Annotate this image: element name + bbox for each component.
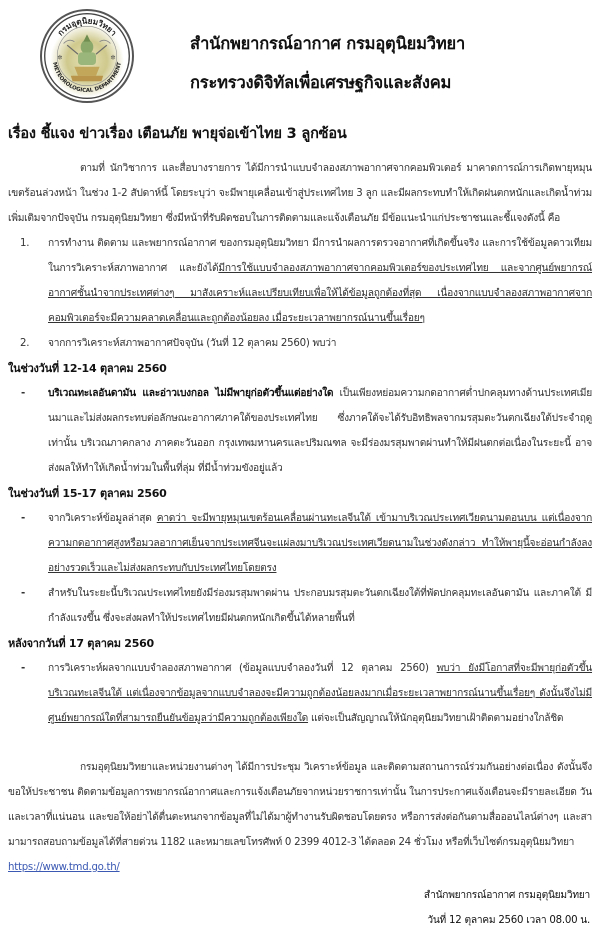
bullet-text: การวิเคราะห์ผลจากแบบจำลองสภาพอากาศ (ข้อมูลแบบจำลองวันที่ 12 ตุลาคม 2560)	[48, 663, 437, 674]
bullet-tail-text: แต่จะเป็นสัญญาณให้นักอุตุนิยมวิทยาเฝ้าติดตามอย่างใกล้ชิด	[308, 713, 564, 724]
website-link[interactable]: https://www.tmd.go.th/	[8, 862, 120, 873]
tmd-seal-icon	[40, 9, 134, 103]
bullet-item	[8, 656, 592, 731]
bullet-underlined-text: พบว่า ยังมีโอกาสที่จะมีพายุก่อตัวขึ้นบริเวณทะเลจีนใต้ แต่เนื่องจากข้อมูลจากแบบจำลองจะมีความถูกต้องน้อยลงมากเมื่อระยะเวลาพยากรณ์นานขึ้นเรื่อยๆ ดังนั้นจึงไม่มีศูนย์พยากรณ์ใดที่สามารถยืนยันข้อมูลว่ามีความถูกต้องเพียงใด	[48, 663, 593, 724]
document-body	[8, 156, 592, 933]
ministry-name: กระทรวงดิจิทัลเพื่อเศรษฐกิจและสังคม	[190, 73, 452, 92]
intro-paragraph: ตามที่ นักวิชาการ และสื่อบางรายการ ได้มีการนำแบบจำลองสภาพอากาศจากคอมพิวเตอร์ มาคาดการณ์การเกิดพายุหมุนเขตร้อนล่วงหน้า ในช่วง 1-2 สัปดาห์นี้ โดยระบุว่า จะมีพายุเคลื่อนเข้าสู่ประเทศไทย 3 ลูก และมีผลกระทบทำให้เกิดฝนตกหนักและเกิดน้ำท่วมเพิ่มเติมจากปัจจุบัน กรมอุตุนิยมวิทยา ซึ่งมีหน้าที่รับผิดชอบในการติดตามและแจ้งเตือนภัย มีข้อแนะนำแก่ประชาชนและชี้แจงดังนี้ คือ	[8, 163, 592, 224]
letterhead	[0, 0, 600, 110]
item-text: การทำงาน ติดตาม และพยากรณ์อากาศ ของกรมอุตุนิยมวิทยา มีการนำผลการตรวจอากาศที่เกิดขึ้นจริง และการใช้ข้อมูลดาวเทียมในการวิเคราะห์สภาพอากาศ และยังได้	[48, 238, 592, 274]
closing-paragraph: กรมอุตุนิยมวิทยาและหน่วยงานต่างๆ ได้มีการประชุม วิเคราะห์ข้อมูล และติดตามสถานการณ์ร่วมกันอย่างต่อเนื่อง ดังนั้นจึงขอให้ประชาชน ติดตามข้อมูลการพยากรณ์อากาศและการแจ้งเตือนภัยจากหน่วยราชการเท่านั้น ในการประกาศแจ้งเตือนจะมีรายละเอียด วันและเวลาที่แน่นอน และขอให้อย่าได้ตื่นตะหนกจากข้อมูลที่ไม่ได้มาผู้ทำงานรับผิดชอบโดยตรง หรือการส่งต่อกันตามสื่อออนไลน์ต่างๆ และสามามารถสอบถามข้อมูลได้ที่สายด่วน 1182 และหมายเลขโทรศัพท์ 0 2399 4012-3 ได้ตลอด 24 ชั่วโมง หรือที่เว็บไซต์กรมอุตุนิยมวิทยา	[8, 762, 592, 848]
bullet-dash: -	[21, 663, 25, 674]
bullet-dash: -	[21, 388, 25, 399]
period-title-after-17: หลังจากวันที่ 17 ตุลาคม 2560	[8, 637, 154, 650]
item-text: จากการวิเคราะห์สภาพอากาศปัจจุบัน (วันที่ 12 ตุลาคม 2560) พบว่า	[48, 338, 337, 349]
period-title-15-17: ในช่วงวันที่ 15-17 ตุลาคม 2560	[8, 487, 167, 500]
spacer	[8, 731, 592, 755]
item-number: 1.	[20, 238, 30, 249]
item-underlined-text: มีการใช้แบบจำลองสภาพอากาศจากคอมพิวเตอร์ของประเทศไทย และจากศูนย์พยากรณ์อากาศชั้นนำจากประเทศต่างๆ มาสังเคราะห์และเปรียบเทียบเพื่อให้ได้ข้อมูลถูกต้องที่สุด เนื่องจากแบบจำลองสภาพอากาศจากคอมพิวเตอร์จะมีความคลาดเคลื่อนและถูกต้องน้อยลง เมื่อระยะเวลาพยากรณ์นานขึ้นเรื่อยๆ	[48, 263, 592, 324]
bullet-text: เป็นเพียงหย่อมความกดอากาศต่ำปกคลุมทางด้านประเทศเมียนมาและไม่ส่งผลกระทบต่อลักษณะอากาศภาคใต้ของประเทศไทย ซึ่งภาคใต้จะได้รับอิทธิพลจากมรสุมตะวันตกเฉียงใต้ประจำฤดูเท่านั้น บริเวณภาคกลาง ภาคตะวันออก กรุงเทพมหานครและปริมณฑล จะมีร่องมรสุมพาดผ่านทำให้มีฝนตกต่อเนื่องในระยะนี้ อาจส่งผลให้ทำให้เกิดน้ำท่วมในพื้นที่ลุ่ม ที่มีน้ำท่วมขังอยู่แล้ว	[48, 388, 592, 474]
bullet-item	[8, 581, 592, 631]
bullet-text: จากวิเคราะห์ข้อมูลล่าสุด	[48, 513, 157, 524]
svg-text:✲: ✲	[110, 54, 116, 62]
website-link-line	[8, 855, 592, 880]
numbered-item-1	[8, 231, 592, 331]
numbered-item-2	[8, 331, 592, 356]
bullet-text: สำหรับในระยะนี้บริเวณประเทศไทยยังมีร่องมรสุมพาดผ่าน ประกอบมรสุมตะวันตกเฉียงใต้ที่พัดปกคลุมทะเลอันดามัน และภาคใต้ มีกำลังแรงขึ้น ซึ่งจะส่งผลทำให้ประเทศไทยมีฝนตกหนักเกิดขึ้นได้หลายพื้นที่	[48, 588, 592, 624]
bullet-item	[8, 506, 592, 581]
signature-date: วันที่ 12 ตุลาคม 2560 เวลา 08.00 น.	[427, 915, 590, 926]
bullet-underlined-text: คาดว่า จะมีพายุหมุนเขตร้อนเคลื่อนผ่านทะเลจีนใต้ เข้ามาบริเวณประเทศเวียดนามตอนบน แต่เนื่องจากความกดอากาศสูงหรือมวลอากาศเย็นจากประเทศจีนจะแผ่ลงมาบริเวณประเทศเวียดนามในช่วงดังกล่าว ทำให้พายุนี้จะอ่อนกำลังลงอย่างรวดเร็วและไม่ส่งผลกระทบกับประเทศไทยโดยตรง	[48, 513, 592, 574]
svg-text:✲: ✲	[57, 54, 63, 62]
document-subject: เรื่อง ชี้แจง ข่าวเรื่อง เตือนภัย พายุจ่อเข้าไทย 3 ลูกซ้อน	[8, 126, 347, 142]
bullet-dash: -	[21, 588, 25, 599]
seal-graphic-icon	[42, 11, 132, 101]
bullet-item	[8, 381, 592, 481]
seal-top-text: กรมอุตุนิยมวิทยา	[55, 15, 119, 38]
signature-org: สำนักพยากรณ์อากาศ กรมอุตุนิยมวิทยา	[423, 890, 590, 901]
period-title-12-14: ในช่วงวันที่ 12-14 ตุลาคม 2560	[8, 362, 167, 375]
seal-bottom-text: METEOROLOGICAL DEPARTMENT	[51, 61, 123, 95]
item-number: 2.	[20, 338, 30, 349]
numbered-list	[8, 231, 592, 356]
org-name: สำนักพยากรณ์อากาศ กรมอุตุนิยมวิทยา	[190, 34, 466, 53]
bullet-dash: -	[21, 513, 25, 524]
bullet-bold-text: บริเวณทะเลอันดามัน และอ่าวเบงกอล ไม่มีพายุก่อตัวขึ้นแต่อย่างใด	[48, 388, 334, 399]
